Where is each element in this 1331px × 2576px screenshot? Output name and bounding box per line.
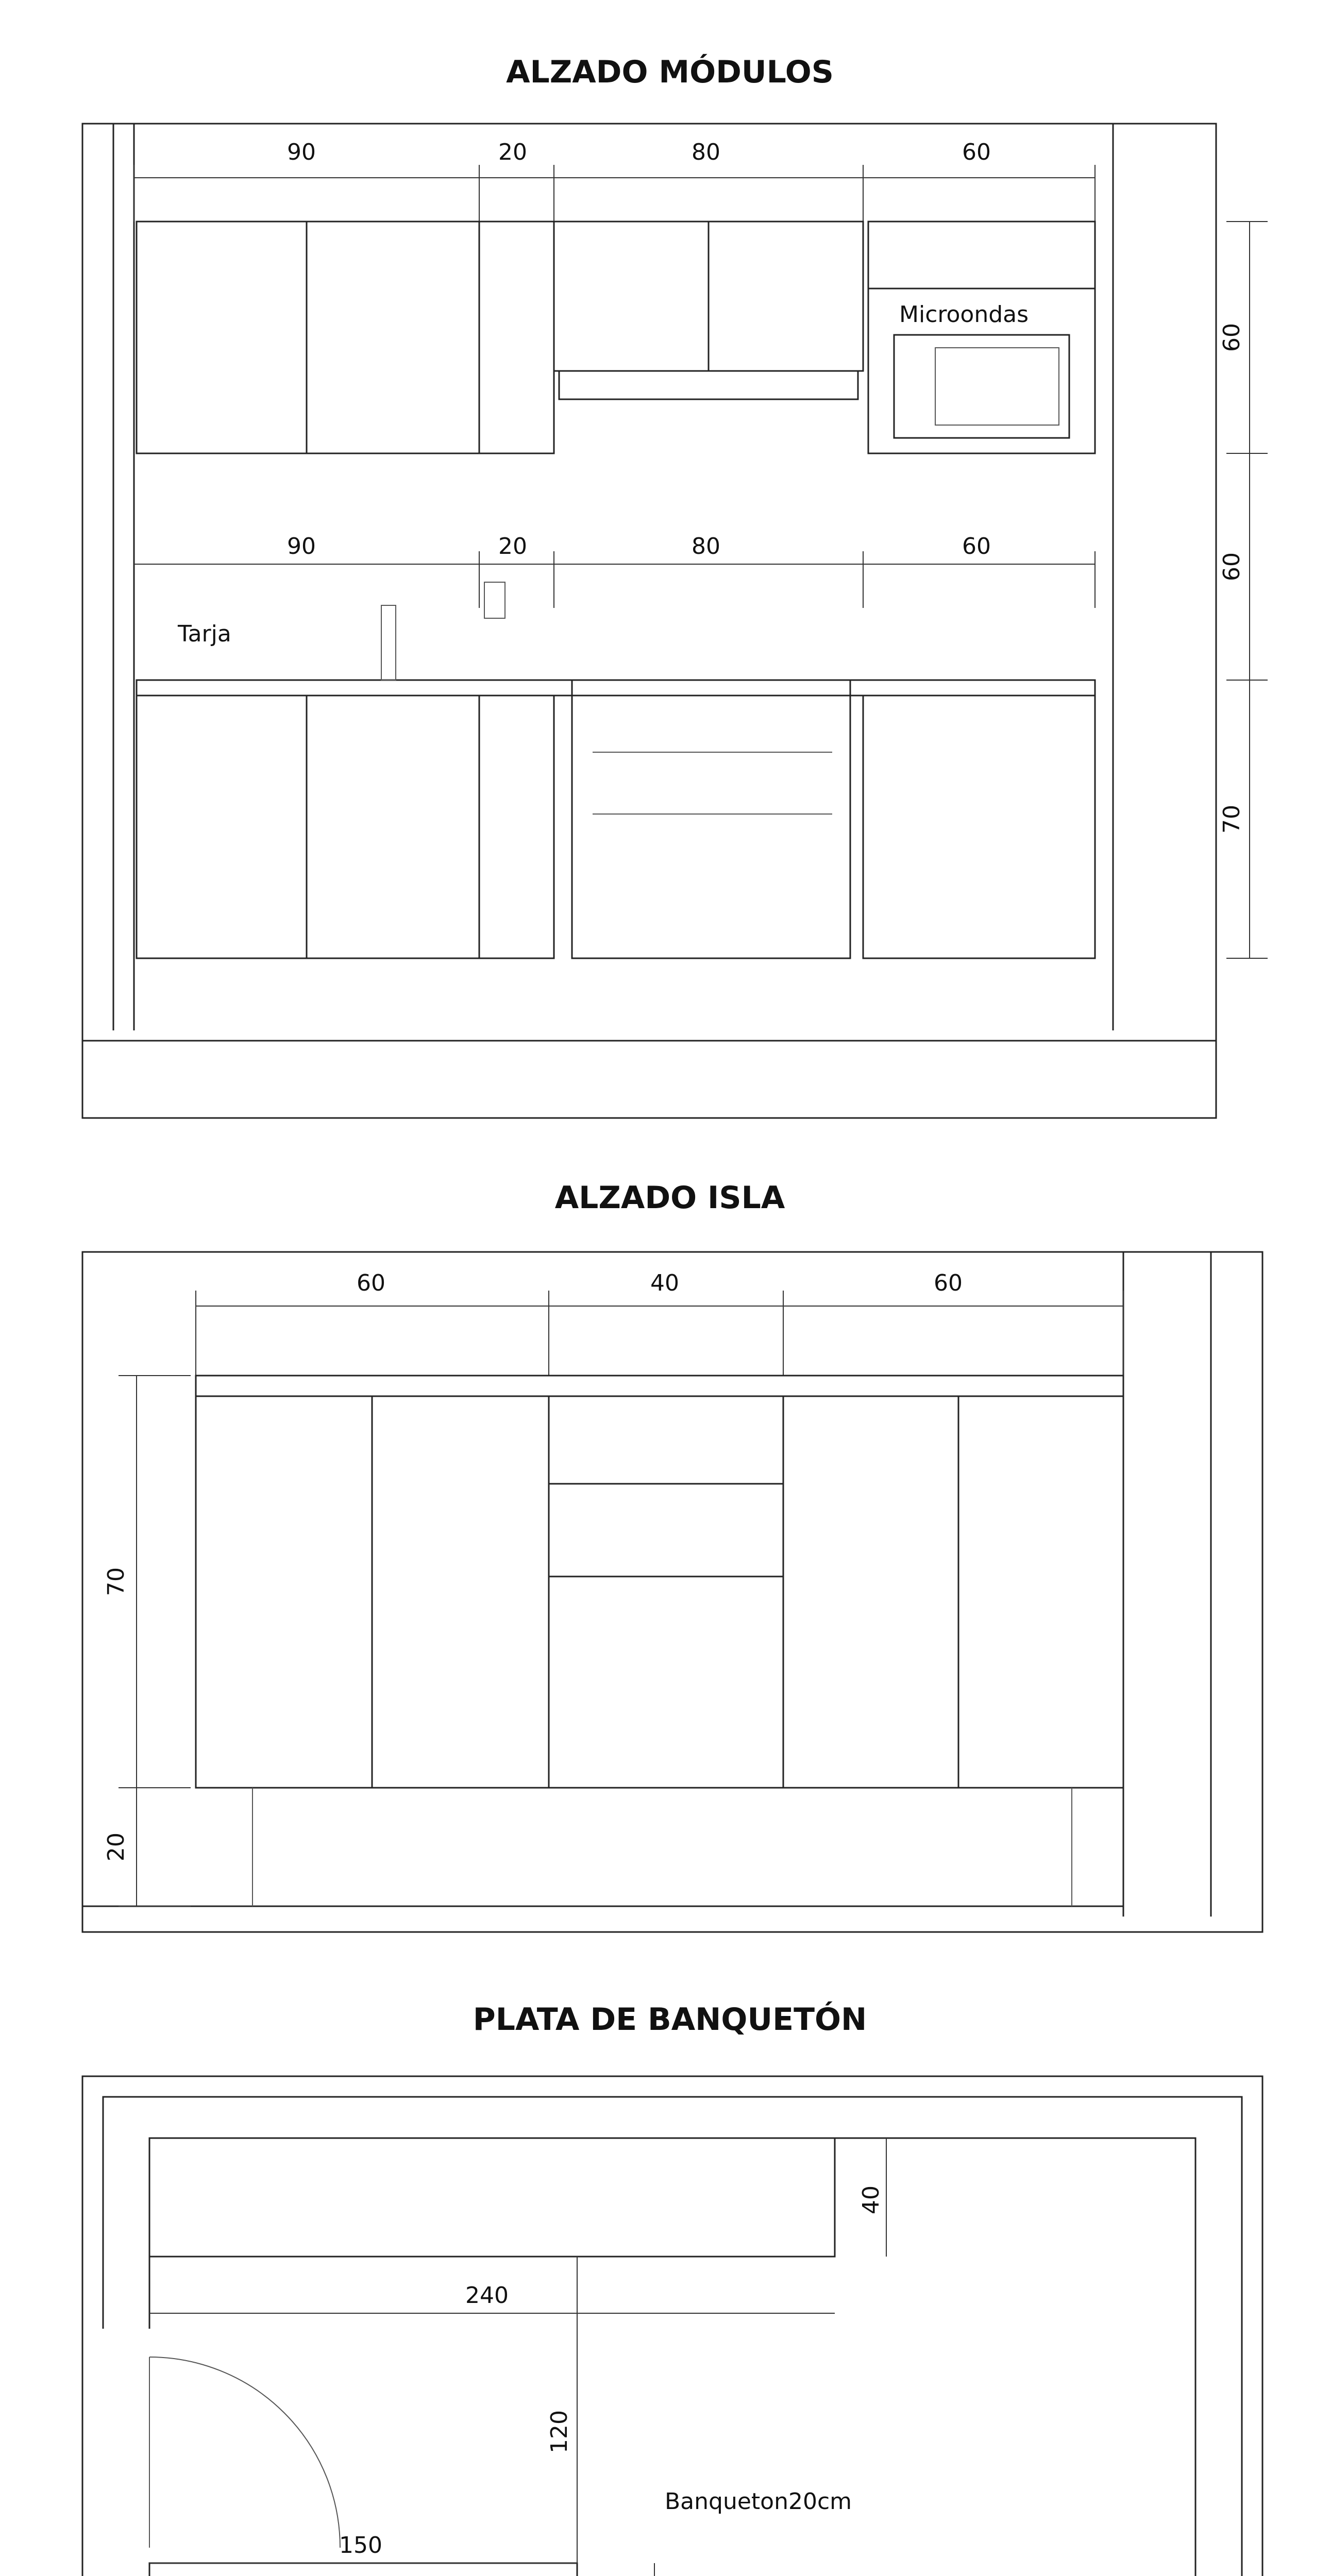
label-tarja: Tarja <box>178 621 231 647</box>
dim-isla-40: 40 <box>650 1270 679 1296</box>
frame <box>82 124 1216 1118</box>
dim-banq-40-top: 40 <box>858 2185 884 2214</box>
dim-right-60-b: 60 <box>1219 552 1245 581</box>
faucet <box>381 605 396 680</box>
outlet <box>484 582 505 618</box>
dim-90: 90 <box>287 139 316 165</box>
island-cabinet-60-b <box>783 1396 1123 1788</box>
title-alzado-modulos: ALZADO MÓDULOS <box>506 54 834 90</box>
upper-cabinet-90 <box>137 222 479 453</box>
dim-mid-60: 60 <box>962 533 991 560</box>
banqueton-bottom <box>149 2563 577 2576</box>
frame <box>82 1252 1262 1932</box>
banqueton-top <box>149 2138 835 2257</box>
lower-cabinet-20 <box>479 696 554 958</box>
dim-60: 60 <box>962 139 991 165</box>
dim-isla-20: 20 <box>103 1833 129 1861</box>
dim-right-70: 70 <box>1219 805 1245 834</box>
dim-mid-20: 20 <box>498 533 527 560</box>
dim-isla-60-b: 60 <box>934 1270 963 1296</box>
plata-banqueton <box>82 2001 1262 2576</box>
door-swing <box>149 2357 340 2548</box>
range-hood <box>559 371 858 399</box>
dim-mid-80: 80 <box>692 533 720 560</box>
dim-isla-70: 70 <box>103 1567 129 1596</box>
countertop <box>137 680 1095 696</box>
lower-cabinet-90 <box>137 696 479 958</box>
dim-mid-90: 90 <box>287 533 316 560</box>
lower-cabinet-60 <box>863 696 1095 958</box>
dim-isla-60-a: 60 <box>357 1270 385 1296</box>
label-microondas: Microondas <box>899 301 1029 328</box>
island-drawers-40 <box>549 1396 783 1788</box>
dim-banq-150-a: 150 <box>339 2532 382 2558</box>
alzado-isla <box>82 1180 1262 1932</box>
stove-front <box>572 680 850 958</box>
label-banqueton: Banqueton20cm <box>665 2488 852 2515</box>
alzado-modulos <box>82 54 1268 1118</box>
title-alzado-isla: ALZADO ISLA <box>554 1180 785 1216</box>
upper-cabinet-20 <box>479 222 554 453</box>
dim-banq-240: 240 <box>465 2282 509 2309</box>
microwave-cabinet <box>868 222 1095 453</box>
title-plata-banqueton: PLATA DE BANQUETÓN <box>473 2002 867 2038</box>
dim-right-60-a: 60 <box>1219 323 1245 352</box>
microwave <box>894 335 1069 438</box>
dim-80: 80 <box>692 139 720 165</box>
dim-20: 20 <box>498 139 527 165</box>
island-top <box>196 1376 1123 1396</box>
dim-banq-120: 120 <box>546 2410 572 2453</box>
